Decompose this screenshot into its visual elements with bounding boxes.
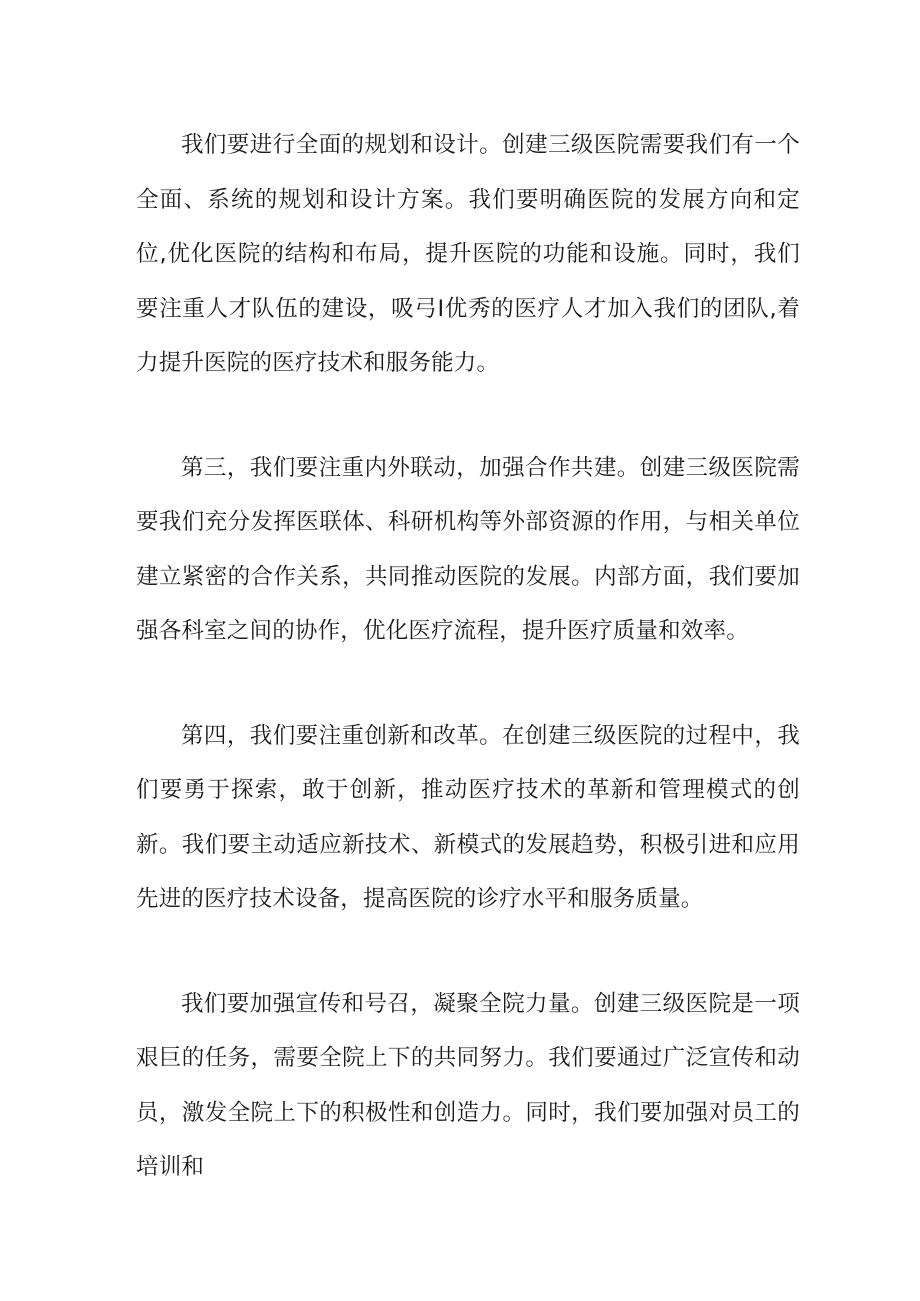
paragraph-third-cooperation: 第三，我们要注重内外联动，加强合作共建。创建三级医院需要我们充分发挥医联体、科研机构等外部资源的作用，与相关单位建立紧密的合作关系，共同推动医院的发展。内部方面，我们要加强各科室之间的协作，优化医疗流程，提升医疗质量和效率。 — [136, 454, 800, 644]
paragraph-planning-design: 我们要进行全面的规划和设计。创建三级医院需要我们有一个全面、系统的规划和设计方案。我们要明确医院的发展方向和定位,优化医院的结构和布局，提升医院的功能和设施。同时，我们要注重人才队伍的建设，吸弓I优秀的医疗人才加入我们的团队,着力提升医院的医疗技术和服务能力。 — [136, 132, 800, 376]
document-body — [136, 118, 800, 1245]
paragraph-publicity-mobilization: 我们要加强宣传和号召，凝聚全院力量。创建三级医院是一项艰巨的任务，需要全院上下的共同努力。我们要通过广泛宣传和动员，激发全院上下的积极性和创造力。同时，我们要加强对员工的培训和 — [136, 990, 800, 1180]
paragraph-fourth-innovation: 第四，我们要注重创新和改革。在创建三级医院的过程中，我们要勇于探索，敢于创新，推动医疗技术的革新和管理模式的创新。我们要主动适应新技术、新模式的发展趋势，积极引进和应用先进的医疗技术设备，提高医院的诊疗水平和服务质量。 — [136, 722, 800, 912]
